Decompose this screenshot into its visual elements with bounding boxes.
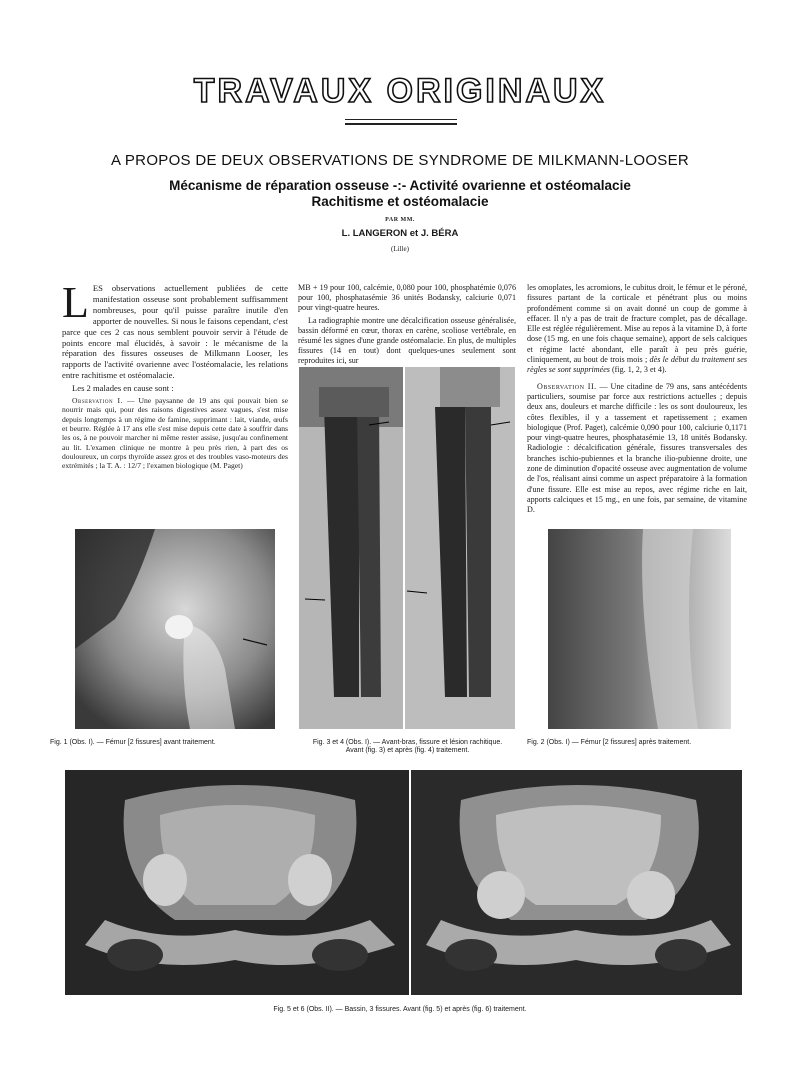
observation-1-radiography: La radiographie montre une décalcification osseuse généralisée, bassin déformé en cœur, thorax en carène, scoliose vertébrale, en résumé les signes d'une grande ostéomalacie. En plus, de multiples fissures (14 en tout) dont quelques-unes seulement sont reproduites ici, sur xyxy=(298,315,516,366)
title-rule-bottom xyxy=(345,123,457,125)
observation-1-continued: les omoplates, les acromions, le cubitus droit, le fémur et le péroné, fissures partant de la corticale et pénétrant plus ou moins profondément comme si on avait donné un coup de gomme à effacer. Il n'y a pas de trait de fracture complet, pas de décallage. Elle est réglée régulièrement. Mise au repos à la vitamine D, à forte dose (15 mg. en une fois chaque semaine), apport de sels calciques et régime lacté abondant, elle paraît à peu près guérie, cliniquement, au bout de trois mois ; xyxy=(527,283,747,365)
figure-6-pelvis-after-xray xyxy=(411,770,742,995)
observation-1-emphasis: dès le début du traitement ses règles se sont supprimées xyxy=(527,355,747,375)
article-subtitle-2: Rachitisme et ostéomalacie xyxy=(311,194,489,209)
figure-1-caption: Fig. 1 (Obs. I). — Fémur [2 fissures] avant traitement. xyxy=(50,739,216,746)
observation-1-label: Observation I. xyxy=(72,396,123,406)
patients-intro: Les 2 malades en cause sont : xyxy=(72,383,174,394)
column-3 xyxy=(527,283,747,518)
observation-1-text: — Une paysanne de 19 ans qui pouvait bien se nourrir mais qui, pour des raisons digestives assez vagues, s'est mise depuis longtemps à un régime de famine, supprimant : lait, viande, œufs et beurre. Réglée à 17 ans elle s'est mise depuis cette date à souffrir dans les os, à ne pouvoir marcher ni même rester assise, jusqu'au confinement au lit. L'examen clinique ne montre à peu près rien, à part des os douloureux, un corps thyroïde assez gros et des troubles vaso-moteurs des extrémités ; la T. A. : 12/7 ; l'examen biologique (M. Paget) xyxy=(62,396,288,471)
observation-1-biology: MB + 19 pour 100, calcémie, 0,080 pour 100, phosphatémie 0,076 pour 100, phosphatasémie 36 unités Bodansky, calciurie 0,071 pour vingt-quatre heures. xyxy=(298,283,516,313)
figure-3-forearm-before-xray xyxy=(299,367,403,729)
figure-2-femur-xray xyxy=(548,529,731,729)
figure-4-forearm-after-xray xyxy=(405,367,515,729)
column-1 xyxy=(62,278,288,472)
affiliation: (Lille) xyxy=(391,245,409,253)
article-title: A PROPOS DE DEUX OBSERVATIONS DE SYNDROME DE MILKMANN-LOOSER xyxy=(110,152,690,169)
figure-3-4-caption-line-1: Fig. 3 et 4 (Obs. I). — Avant-bras, fissure et lésion rachitique. xyxy=(312,739,503,746)
column-2 xyxy=(298,283,516,369)
figure-2-caption: Fig. 2 (Obs. I) — Fémur [2 fissures] après traitement. xyxy=(527,739,692,746)
authors: L. LANGERON et J. BÉRA xyxy=(341,228,459,239)
observation-2-text: — Une citadine de 79 ans, sans antécédents particuliers, soumise par force aux restrictions actuelles ; depuis deux ans, douleurs et marche difficile : les os sont douloureux, les côtes flexibles, il y a tassement et rapetissement ; examen biologique (Prof. Paget), calcémie 0,090 pour 100, calciurie 0,1171 pour vingt-quatre heures, phosphatasémie 13, 18 unités Bodansky. Radiologie : décalcification générale, fissures transversales des branches ischio-pubiennes et la branche ilio-pubienne droite, une zone de diminution d'opacité osseuse avec augmentation de volume de l'os, réalisant ainsi comme un aspect préparatoire à la formation d'une fissure. Elle est mise au repos, avec régime riche en lait, apports calciques et 15 mg., en une fois, par semaine, de vitamine D. xyxy=(527,381,747,515)
drop-cap: L xyxy=(62,278,89,327)
observation-1-figrefs: (fig. 1, 2, 3 et 4). xyxy=(609,365,667,375)
figure-5-6-caption: Fig. 5 et 6 (Obs. II). — Bassin, 3 fissures. Avant (fig. 5) et après (fig. 6) traitement. xyxy=(273,1006,527,1013)
observation-2-label: Observation II. xyxy=(537,381,597,391)
intro-paragraph: ES observations actuellement publiées de cette manifestation osseuse sont probablement suffisamment nombreuses, pour qu'il puisse paraître inutile d'en apporter de nouvelles. Si nous le faisons cependant, c'est parce que ces 2 cas nous semblent pouvoir servir à l'étude de points encore mal élucidés, à savoir : le mécanisme de la réparation des fissures osseuses de Milkmann Looser, les rapports de l'activité ovarienne avec l'ostéomalacie, les relations entre rachitisme et ostéomalacie. xyxy=(62,283,288,381)
title-rule-top xyxy=(345,119,457,120)
article-subtitle-1: Mécanisme de réparation osseuse -:- Activité ovarienne et ostéomalacie xyxy=(169,178,631,193)
section-title: TRAVAUX ORIGINAUX xyxy=(193,72,607,110)
byline-par: PAR MM. xyxy=(385,217,415,223)
figure-1-femur-xray xyxy=(75,529,275,729)
figure-3-4-caption-line-2: Avant (fig. 3) et après (fig. 4) traitement. xyxy=(345,747,470,754)
figure-5-pelvis-before-xray xyxy=(65,770,409,995)
